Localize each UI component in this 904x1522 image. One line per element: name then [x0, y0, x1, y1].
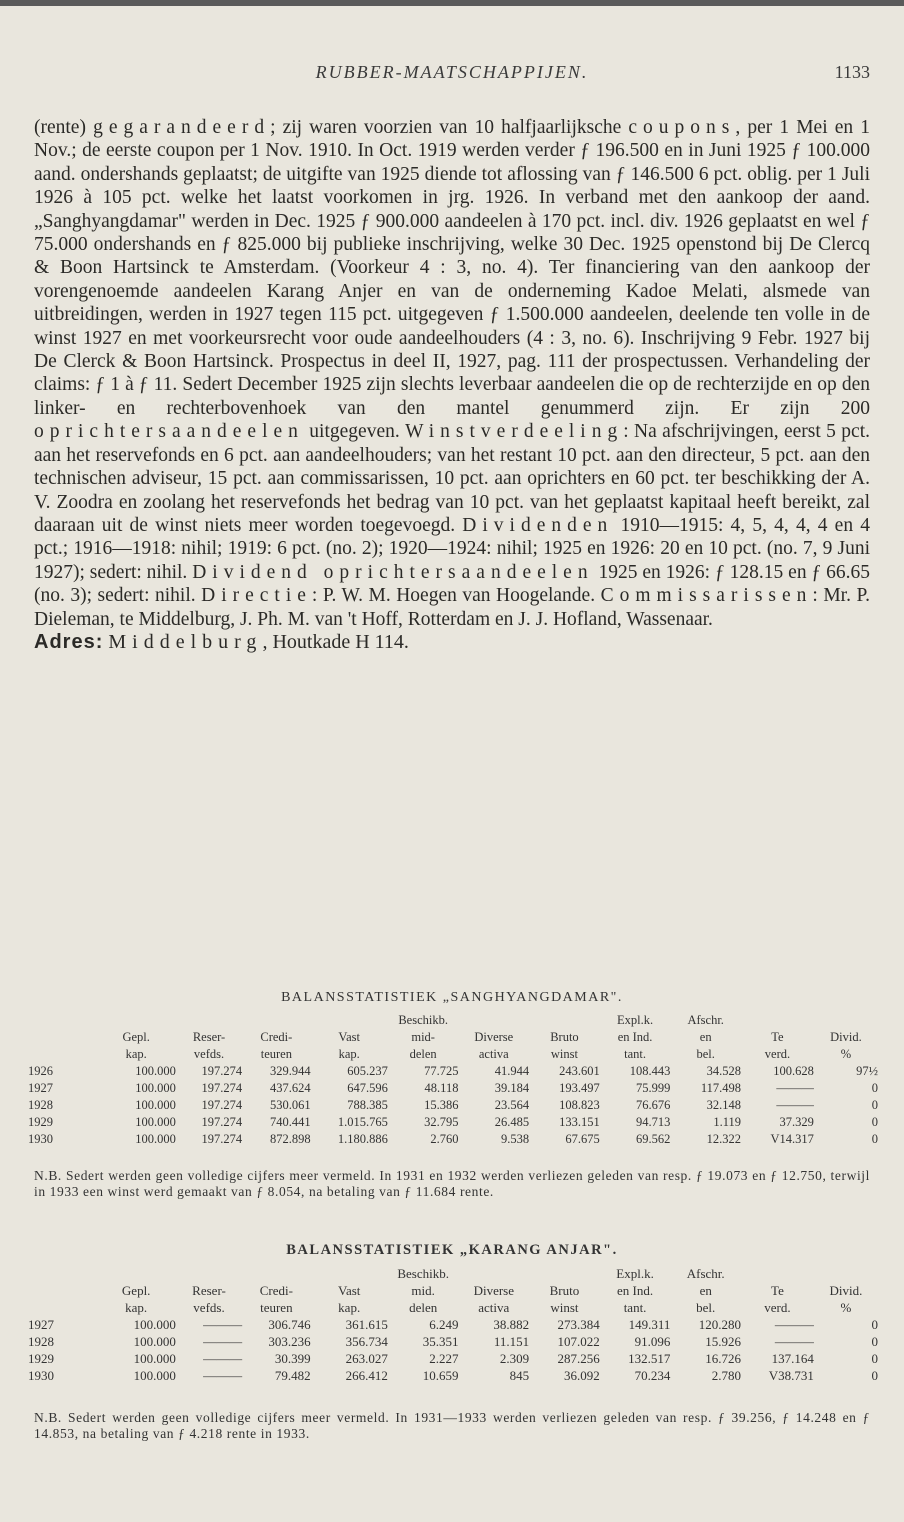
header-cell: % [840, 1299, 852, 1315]
header-cell: bel. [696, 1299, 716, 1315]
spaced-term-oprichtersaandeelen: oprichtersaandeelen [34, 421, 304, 443]
header-cell: Reser- [192, 1282, 226, 1298]
body-text [34, 116, 870, 654]
value-cell: ——— [203, 1350, 243, 1366]
value-cell: 10.659 [422, 1367, 459, 1383]
header-cell: mid- [411, 1030, 435, 1044]
table-header-row [28, 1299, 878, 1316]
header-cell: verd. [764, 1047, 791, 1061]
value-cell: 30.399 [274, 1350, 311, 1366]
table-row [28, 1114, 878, 1131]
spaced-term-dividenden: Dividenden [462, 514, 614, 536]
value-cell: 75.999 [636, 1081, 671, 1095]
value-cell: V38.731 [768, 1367, 814, 1383]
table1-note: N.B. Sedert werden geen volledige cijfers meer vermeld. In 1931 en 1932 werden verliezen geleden van resp. ƒ 19.073 en ƒ 12.750, terwijl in 1933 een winst werd gemaakt van ƒ 8.054, na betaling van ƒ 11.684 rente. [34, 1168, 870, 1199]
header-cell: Divid. [830, 1030, 862, 1044]
value-cell: 197.274 [201, 1064, 243, 1078]
spaced-term-directie: Directie [201, 585, 312, 607]
value-cell: ——— [776, 1081, 814, 1095]
value-cell: ——— [203, 1316, 243, 1332]
header-cell: kap. [338, 1047, 360, 1061]
table-row [28, 1097, 878, 1114]
header-cell [28, 1029, 96, 1046]
table-header-row [28, 1012, 878, 1029]
value-cell: 2.760 [430, 1132, 459, 1146]
value-cell: 605.237 [347, 1064, 388, 1078]
value-cell: 0 [871, 1333, 878, 1349]
header-cell: vefds. [193, 1299, 225, 1315]
address-label: Adres: [34, 630, 104, 653]
value-cell: 77.725 [424, 1064, 459, 1078]
balance-table-karang-anjar [28, 1265, 878, 1384]
header-cell: Expl.k. [616, 1265, 654, 1281]
value-cell: V14.317 [770, 1132, 814, 1146]
year-cell: 1930 [28, 1367, 54, 1383]
year-cell: 1926 [28, 1064, 53, 1078]
header-cell: kap. [125, 1299, 148, 1315]
value-cell: 48.118 [424, 1081, 459, 1095]
header-cell: verd. [764, 1299, 791, 1315]
value-cell: 0 [871, 1081, 878, 1095]
value-cell: ——— [203, 1333, 243, 1349]
value-cell: 100.000 [135, 1064, 176, 1078]
value-cell: 437.624 [269, 1081, 311, 1095]
header-cell: Credi- [260, 1030, 293, 1044]
header-cell: vefds. [193, 1047, 225, 1061]
value-cell: 108.443 [629, 1064, 671, 1078]
value-cell: 117.498 [700, 1081, 742, 1095]
table-header-row [28, 1282, 878, 1299]
value-cell: 15.926 [705, 1333, 742, 1349]
table-header-row [28, 1265, 878, 1282]
header-cell [242, 1265, 310, 1282]
value-cell: 108.823 [559, 1098, 600, 1112]
year-cell: 1929 [28, 1350, 54, 1366]
value-cell: ——— [774, 1333, 814, 1349]
value-cell: 133.151 [559, 1115, 600, 1129]
value-cell: 1.015.765 [337, 1115, 388, 1129]
header-cell [814, 1265, 878, 1282]
header-cell: mid. [411, 1282, 435, 1298]
value-cell: 0 [871, 1098, 878, 1112]
year-cell: 1927 [28, 1081, 53, 1095]
value-cell: 100.000 [133, 1367, 176, 1383]
table2-note: N.B. Sedert werden geen volledige cijfers meer vermeld. In 1931—1933 werden verliezen geleden van resp. ƒ 39.256, ƒ 14.248 en ƒ 14.853, na betaling van ƒ 4.218 rente in 1933. [34, 1410, 870, 1441]
value-cell: 100.628 [773, 1064, 814, 1078]
value-cell: ——— [776, 1098, 814, 1112]
spaced-term-winstverdeeling: Winstverdeeling [405, 421, 624, 443]
value-cell: 9.538 [500, 1132, 530, 1146]
value-cell: 120.280 [698, 1316, 742, 1332]
header-cell: Gepl. [122, 1030, 150, 1044]
value-cell: 37.329 [779, 1115, 814, 1129]
table1-title: BALANSSTATISTIEK „SANGHYANGDAMAR". [281, 990, 623, 1005]
header-cell: delen [409, 1047, 437, 1061]
value-cell: 32.795 [424, 1115, 459, 1129]
value-cell: 329.944 [269, 1064, 311, 1078]
value-cell: 107.022 [557, 1333, 600, 1349]
value-cell: 2.309 [499, 1350, 530, 1366]
year-cell: 1928 [28, 1098, 53, 1112]
table-row [28, 1350, 878, 1367]
header-cell [242, 1012, 310, 1029]
table-row [28, 1367, 878, 1384]
value-cell: 273.384 [557, 1316, 600, 1332]
value-cell: 530.061 [269, 1098, 311, 1112]
value-cell: 287.256 [557, 1350, 600, 1366]
address-line [34, 631, 870, 654]
value-cell: 16.726 [705, 1350, 742, 1366]
value-cell: 0 [871, 1115, 878, 1129]
text-run: , per 1 Mei en 1 Nov.; de eerste coupon per 1 Nov. 1910. In Oct. 1919 werden verder ƒ 196.500 en in Juni 1925 ƒ 100.000 aand. ondershands geplaatst; de uitgifte van 1925 diende tot aflossing van ƒ 146.500 6 pct. oblig. per 1 Juli 1926 à 105 pct. welke het laatst voorkomen in jrg. 1926. In verband met den aankoop der aand. „Sanghyangdamar" werden in Dec. 1925 ƒ 900.000 aandeelen à 170 pct. incl. div. 1926 geplaatst en wel ƒ 75.000 ondershands en ƒ 825.000 bij publieke inschrijving, welke 30 Dec. 1925 openstond bij De Clercq & Boon Hartsinck te Amsterdam. (Voorkeur 4 : 3, no. 4). Ter financiering van den aankoop der vorengenoemde aandeelen Karang Anjer en van de onderneming Kadoe Melati, alsmede van uitbreidingen, werden in 1927 tegen 115 pct. uitgegeven ƒ 1.500.000 aandeelen, deelende ten volle in de winst 1927 en met voorkeursrecht voor oude aandeelhouders (4 : 3, no. 6). Inschrijving 9 Febr. 1927 bij De Clerck & Boon Hartsinck. Prospectus in deel II, 1927, pag. 111 der prospectussen. Verhandeling der claims: ƒ 1 à ƒ 11. Sedert December 1925 zijn slechts leverbaar aandeelen die op de rechterzijde en op den linker- en rechterbovenhoek van den mantel genummerd zijn. Er zijn 200 [34, 117, 870, 419]
value-cell: 70.234 [634, 1367, 671, 1383]
value-cell: 845 [509, 1367, 530, 1383]
value-cell: 34.528 [706, 1064, 742, 1078]
text-run: : Mr. P. Dieleman, te Middelburg, J. Ph. M. van 't Hoff, Rotterdam en J. J. Hofland, Wassenaar. [34, 585, 870, 630]
header-cell [741, 1265, 814, 1282]
header-cell: en Ind. [617, 1030, 653, 1044]
year-cell: 1927 [28, 1316, 54, 1332]
table-header-row [28, 1029, 878, 1046]
value-cell: 41.944 [494, 1064, 530, 1078]
header-cell [28, 1299, 96, 1316]
year-cell: 1928 [28, 1333, 54, 1349]
spaced-term-gegarandeerd: gegarandeerd [93, 117, 271, 138]
header-cell: Vast [338, 1282, 361, 1298]
text-run: 1925 en 1926: ƒ 128.15 en ƒ 66.65 (no. 3); sedert: nihil. [34, 561, 870, 607]
header-cell: Beschikb. [397, 1265, 449, 1281]
header-cell [311, 1012, 388, 1029]
address-city: Middelburg [108, 630, 263, 653]
value-cell: 132.517 [628, 1350, 671, 1366]
header-cell [529, 1012, 600, 1029]
header-cell: kap. [125, 1047, 147, 1061]
value-cell: 266.412 [345, 1367, 388, 1383]
value-cell: 100.000 [135, 1098, 176, 1112]
header-cell [96, 1265, 175, 1282]
header-cell: tant. [624, 1047, 646, 1061]
value-cell: 303.236 [268, 1333, 311, 1349]
header-cell: Diverse [473, 1282, 514, 1298]
year-cell: 1930 [28, 1132, 53, 1146]
value-cell: 356.734 [345, 1333, 388, 1349]
header-cell: Diverse [474, 1030, 514, 1044]
header-cell [741, 1012, 814, 1029]
header-cell [28, 1046, 96, 1063]
value-cell: 100.000 [135, 1115, 176, 1129]
header-cell: Te [771, 1030, 784, 1044]
text-run: (rente) [34, 117, 94, 138]
header-cell: Te [771, 1282, 784, 1298]
value-cell: 788.385 [347, 1098, 388, 1112]
table-row [28, 1131, 878, 1148]
value-cell: 306.746 [268, 1316, 311, 1332]
value-cell: 0 [871, 1367, 878, 1383]
spaced-term-commissarissen: Commissarissen [600, 585, 813, 607]
value-cell: 872.898 [269, 1132, 311, 1146]
value-cell: 197.274 [201, 1115, 243, 1129]
value-cell: 1.180.886 [337, 1132, 388, 1146]
header-cell: winst [550, 1047, 578, 1061]
value-cell: 79.482 [274, 1367, 311, 1383]
value-cell: 100.000 [133, 1333, 176, 1349]
value-cell: 23.564 [494, 1098, 530, 1112]
header-cell: Bruto [550, 1030, 579, 1044]
text-run: : Na afschrijvingen, eerst 5 pct. aan het reservefonds en 6 pct. aan aandeelhouders; van het restant 10 pct. aan den directeur, 5 pct. aan den technischen adviseur, 15 pct. aan commissarissen, 10 pct. aan oprichters en 60 pct. ter beschikking der A. V. Zoodra en zoolang het reservefonds het bedrag van 10 pct. van het geplaatst kapitaal heeft bereikt, zal daaraan uit de winst niets meer worden toegevoegd. [34, 421, 870, 536]
header-cell [176, 1265, 242, 1282]
value-cell: ——— [774, 1316, 814, 1332]
header-cell: Afschr. [687, 1013, 724, 1027]
value-cell: 2.780 [711, 1367, 742, 1383]
header-cell [311, 1265, 388, 1282]
header-cell [176, 1012, 242, 1029]
header-cell: en Ind. [617, 1282, 654, 1298]
text-run: : P. W. M. Hoegen van Hoogelande. [311, 585, 601, 607]
value-cell: 0 [871, 1350, 878, 1366]
table-row [28, 1063, 878, 1080]
page-number: 1133 [834, 62, 870, 82]
header-cell [458, 1265, 529, 1282]
header-cell: activa [478, 1047, 509, 1061]
value-cell: 197.274 [201, 1132, 243, 1146]
header-cell: % [840, 1047, 852, 1061]
value-cell: 36.092 [564, 1367, 600, 1383]
header-cell: Bruto [549, 1282, 580, 1298]
header-cell: Afschr. [686, 1265, 725, 1281]
table-header-row [28, 1046, 878, 1063]
spaced-term-coupons: coupons [628, 117, 736, 138]
header-cell: delen [409, 1299, 438, 1315]
value-cell: 97½ [856, 1064, 878, 1078]
value-cell: 0 [871, 1132, 878, 1146]
value-cell: 263.027 [345, 1350, 388, 1366]
header-cell [814, 1012, 878, 1029]
header-cell: Gepl. [121, 1282, 151, 1298]
page-header [34, 62, 870, 88]
header-cell: tant. [623, 1299, 647, 1315]
value-cell: 76.676 [636, 1098, 671, 1112]
page-top-edge [0, 0, 904, 6]
table-row [28, 1080, 878, 1097]
value-cell: 740.441 [269, 1115, 311, 1129]
table-row [28, 1333, 878, 1350]
value-cell: 12.322 [706, 1132, 742, 1146]
header-cell [96, 1012, 175, 1029]
header-cell [28, 1265, 96, 1282]
value-cell: 0 [871, 1316, 878, 1332]
value-cell: 2.227 [429, 1350, 459, 1366]
running-title: RUBBER-MAATSCHAPPIJEN. [315, 62, 589, 82]
header-cell: teuren [260, 1047, 292, 1061]
value-cell: 243.601 [559, 1064, 600, 1078]
value-cell: 193.497 [559, 1081, 600, 1095]
balance-table-sanghyangdamar [28, 1012, 878, 1148]
value-cell: ——— [203, 1367, 243, 1383]
table2-title: BALANSSTATISTIEK „KARANG ANJAR". [286, 1242, 618, 1258]
value-cell: 94.713 [636, 1115, 671, 1129]
value-cell: 647.596 [347, 1081, 388, 1095]
value-cell: 26.485 [494, 1115, 530, 1129]
header-cell: bel. [696, 1047, 715, 1061]
value-cell: 100.000 [135, 1132, 176, 1146]
text-run: 1910—1915: 4, 5, 4, 4, 4 en 4 pct.; 1916—1918: nihil; 1919: 6 pct. (no. 2); 1920—1924: nihil; 1925 en 1926: 20 en 10 pct. (no. 7, 9 Juni 1927); sedert: nihil. [34, 514, 870, 583]
header-cell [529, 1265, 600, 1282]
company-description-paragraph [34, 116, 870, 631]
value-cell: 38.882 [493, 1316, 530, 1332]
value-cell: 15.386 [424, 1098, 459, 1112]
value-cell: 149.311 [628, 1316, 671, 1332]
value-cell: 39.184 [494, 1081, 530, 1095]
table-row [28, 1316, 878, 1333]
value-cell: 91.096 [634, 1333, 671, 1349]
header-cell: winst [550, 1299, 579, 1315]
value-cell: 197.274 [201, 1081, 243, 1095]
value-cell: 6.249 [429, 1316, 459, 1332]
header-cell [28, 1282, 96, 1299]
header-cell [458, 1012, 529, 1029]
value-cell: 69.562 [636, 1132, 671, 1146]
value-cell: 100.000 [133, 1316, 176, 1332]
value-cell: 1.119 [713, 1115, 742, 1129]
value-cell: 197.274 [201, 1098, 243, 1112]
header-cell: Credi- [259, 1282, 293, 1298]
header-cell: Divid. [829, 1282, 863, 1298]
value-cell: 100.000 [133, 1350, 176, 1366]
header-cell: activa [478, 1299, 510, 1315]
header-cell [28, 1012, 96, 1029]
value-cell: 100.000 [135, 1081, 176, 1095]
header-cell: kap. [338, 1299, 361, 1315]
year-cell: 1929 [28, 1115, 53, 1129]
value-cell: 35.351 [422, 1333, 459, 1349]
header-cell: en [699, 1030, 712, 1044]
header-cell: Beschikb. [398, 1013, 448, 1027]
header-cell: Reser- [192, 1030, 226, 1044]
text-run: uitgegeven. [303, 421, 406, 443]
value-cell: 67.675 [565, 1132, 600, 1146]
value-cell: 137.164 [771, 1350, 814, 1366]
value-cell: 361.615 [345, 1316, 388, 1332]
address-rest: , Houtkade H 114. [262, 630, 409, 653]
header-cell: teuren [260, 1299, 293, 1315]
spaced-term-dividend-oprichtersaandeelen: Dividend oprichtersaandeelen [192, 561, 594, 583]
text-run: ; zij waren voorzien van 10 halfjaarlijksche [270, 117, 629, 138]
value-cell: 11.151 [493, 1333, 530, 1349]
header-cell: Expl.k. [617, 1013, 654, 1027]
value-cell: 32.148 [706, 1098, 742, 1112]
header-cell: Vast [338, 1030, 360, 1044]
header-cell: en [699, 1282, 712, 1298]
